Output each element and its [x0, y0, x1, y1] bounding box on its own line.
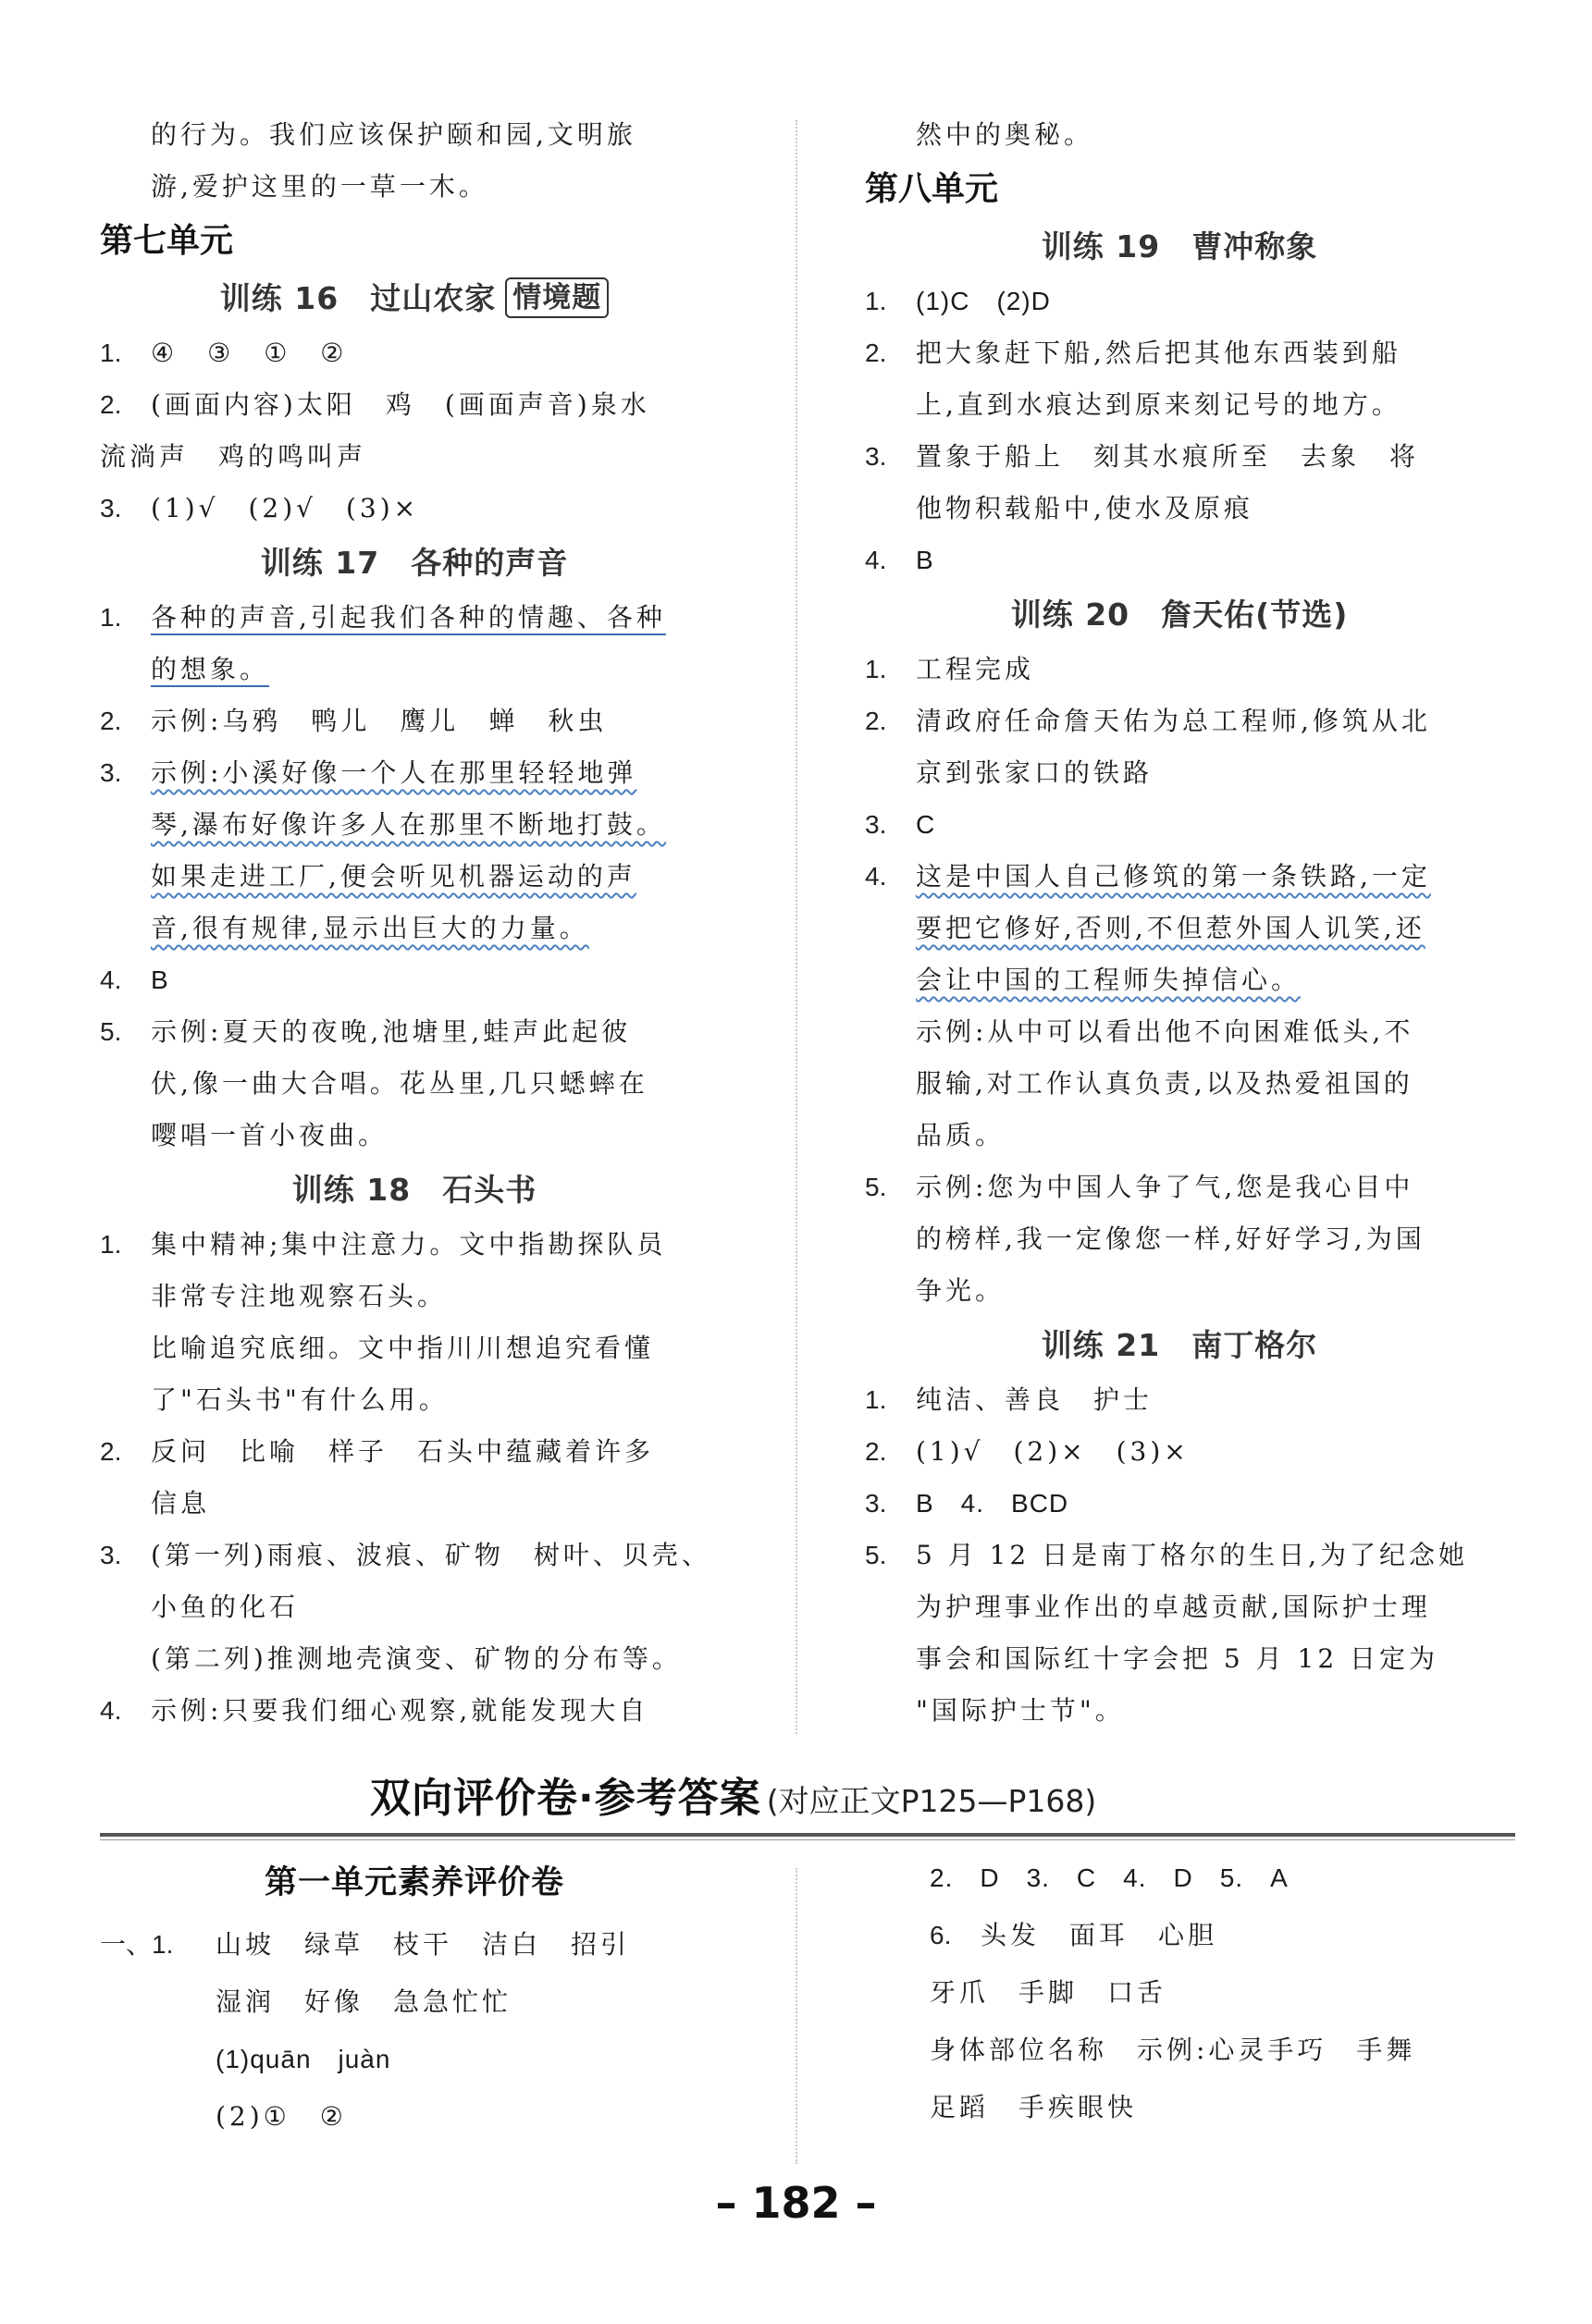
answer-item: 牙爪 手脚 口舌	[930, 1977, 1167, 2008]
answer-item: 2. 清政府任命詹天佑为总工程师,修筑从北	[865, 706, 1431, 736]
training-heading: 训练 17 各种的声音	[260, 545, 569, 581]
answer-item: 一、1. 山坡 绿草 枝干 洁白 招引	[100, 1929, 631, 1960]
answer-item: (2)① ②	[216, 2101, 347, 2132]
wavy-underlined-text: 这是中国人自己修筑的第一条铁路,一定	[916, 861, 1431, 891]
answer-item: 1. 工程完成	[865, 654, 1035, 684]
scenario-tag: 情境题	[505, 277, 609, 318]
answer-item: 1. 集中精神;集中注意力。文中指勘探队员	[100, 1229, 667, 1260]
answer-item	[100, 903, 729, 954]
answer-item: 4. B	[865, 546, 934, 574]
answer-item: 事会和国际红十字会把 5 月 12 日定为	[916, 1643, 1439, 1674]
unit-heading: 第七单元	[100, 222, 234, 260]
answer-item: 1. 纯洁、善良 护士	[865, 1384, 1154, 1415]
answer-item: 1. 各种的声音,引起我们各种的情趣、各种	[100, 602, 666, 633]
answer-item: 了"石头书"有什么用。	[151, 1384, 449, 1415]
answer-item	[100, 799, 729, 851]
test-heading: 第一单元素养评价卷	[264, 1864, 564, 1901]
wavy-underlined-text: 如果走进工厂,便会听见机器运动的声	[151, 861, 636, 891]
training-title: 训练 16 过山农家	[219, 280, 497, 316]
training-heading: 训练 20 詹天佑(节选)	[1010, 596, 1349, 633]
answer-item: 流淌声 鸡的鸣叫声	[100, 441, 367, 472]
answer-item: 5. 示例:您为中国人争了气,您是我心目中	[865, 1172, 1414, 1202]
answer-item: 2. D 3. C 4. D 5. A	[930, 1863, 1289, 1892]
training-heading	[100, 270, 729, 327]
answer-item: 身体部位名称 示例:心灵手巧 手舞	[930, 2035, 1416, 2065]
answer-item: 小鱼的化石	[151, 1592, 300, 1622]
answer-item: 伏,像一曲大合唱。花丛里,几只蟋蟀在	[151, 1068, 648, 1099]
training-heading: 训练 18 石头书	[291, 1172, 537, 1208]
answer-item: 比喻追究底细。文中指川川想追究看懂	[151, 1333, 655, 1363]
column-divider	[796, 1868, 797, 2164]
answer-item: 京到张家口的铁路	[916, 757, 1154, 788]
answer-item: 2. 把大象赶下船,然后把其他东西装到船	[865, 338, 1401, 368]
answer-item: 2. 反问 比喻 样子 石头中蕴藏着许多	[100, 1436, 655, 1467]
wavy-underlined-text: 要把它修好,否则,不但惹外国人讥笑,还	[916, 913, 1425, 943]
answer-item: (1)quān juàn	[216, 2045, 391, 2073]
answer-item	[865, 903, 1494, 954]
section-rule	[100, 1833, 1515, 1837]
wavy-underlined-text: 琴,瀑布好像许多人在那里不断地打鼓。	[151, 809, 666, 840]
answer-text: 的行为。我们应该保护颐和园,文明旅	[151, 119, 636, 150]
answer-item: 3. 示例:小溪好像一个人在那里轻轻地弹	[100, 757, 637, 788]
underlined-text: 的想象。	[151, 654, 270, 684]
answer-item: 1. (1)C (2)D	[865, 287, 1051, 315]
left-column	[100, 109, 729, 1737]
answer-item	[100, 851, 729, 903]
section-title-text: 双向评价卷·参考答案	[370, 1775, 761, 1822]
answer-item: 3. (第一列)雨痕、波痕、矿物 树叶、贝壳、	[100, 1540, 711, 1570]
column-divider	[796, 120, 797, 1734]
wavy-underlined-text: 示例:小溪好像一个人在那里轻轻地弹	[151, 757, 637, 788]
section-title	[370, 1765, 1295, 1824]
answer-item: 6. 头发 面耳 心胆	[930, 1920, 1218, 1950]
answer-item: 1. ④ ③ ① ②	[100, 338, 348, 368]
answer-item: 2. 示例:乌鸦 鸭儿 鹰儿 蝉 秋虫	[100, 706, 608, 736]
lower-right-column	[930, 1850, 1494, 2136]
section-rule-thin	[100, 1839, 1515, 1840]
answer-item	[100, 644, 729, 695]
answer-item: 3. B 4. BCD	[865, 1489, 1069, 1518]
answer-item: 他物积载船中,使水及原痕	[916, 493, 1253, 523]
answer-item: 3. (1)√ (2)√ (3)×	[100, 493, 420, 523]
answer-item: "国际护士节"。	[916, 1695, 1125, 1726]
answer-item: 4. 示例:只要我们细心观察,就能发现大自	[100, 1695, 649, 1726]
answer-item: 2. (画面内容)太阳 鸡 (画面声音)泉水	[100, 389, 650, 420]
page-number: – 182 –	[715, 2178, 877, 2228]
answer-item: 足蹈 手疾眼快	[930, 2092, 1138, 2122]
answer-text: 游,爱护这里的一草一木。	[151, 171, 488, 202]
right-column	[865, 109, 1494, 1737]
training-heading: 训练 19 曹冲称象	[1041, 228, 1318, 264]
answer-item: 湿润 好像 急急忙忙	[216, 1986, 512, 2017]
answer-item: 品质。	[916, 1120, 1006, 1150]
answer-item: (第二列)推测地壳演变、矿物的分布等。	[151, 1643, 682, 1674]
answer-item: 4. 这是中国人自己修筑的第一条铁路,一定	[865, 861, 1431, 891]
answer-item: 3. C	[865, 810, 936, 839]
answer-item: 示例:从中可以看出他不向困难低头,不	[916, 1016, 1414, 1047]
answer-item: 2. (1)√ (2)× (3)×	[865, 1436, 1190, 1467]
wavy-underlined-text: 会让中国的工程师失掉信心。	[916, 965, 1302, 995]
answer-item: 嘤唱一首小夜曲。	[151, 1120, 389, 1150]
answer-item: 的榜样,我一定像您一样,好好学习,为国	[916, 1223, 1425, 1254]
answer-item: 服输,对工作认真负责,以及热爱祖国的	[916, 1068, 1413, 1099]
lower-left-column	[100, 1850, 729, 2146]
unit-heading: 第八单元	[865, 170, 999, 208]
underlined-text: 各种的声音,引起我们各种的情趣、各种	[151, 602, 666, 633]
answer-item: 5. 示例:夏天的夜晚,池塘里,蛙声此起彼	[100, 1016, 632, 1047]
answer-item: 3. 置象于船上 刻其水痕所至 去象 将	[865, 441, 1420, 472]
answer-item: 争光。	[916, 1275, 1006, 1306]
wavy-underlined-text: 音,很有规律,显示出巨大的力量。	[151, 913, 589, 943]
answer-item: 上,直到水痕达到原来刻记号的地方。	[916, 389, 1401, 420]
answer-text: 然中的奥秘。	[916, 119, 1094, 150]
answer-item: 4. B	[100, 965, 169, 994]
answer-item: 5. 5 月 12 日是南丁格尔的生日,为了纪念她	[865, 1540, 1469, 1570]
training-heading: 训练 21 南丁格尔	[1041, 1327, 1318, 1363]
answer-item	[865, 954, 1494, 1006]
answer-item: 为护理事业作出的卓越贡献,国际护士理	[916, 1592, 1431, 1622]
answer-item: 信息	[151, 1488, 211, 1519]
section-subtitle: (对应正文P125—P168)	[766, 1783, 1097, 1819]
answer-item: 非常专注地观察石头。	[151, 1281, 448, 1311]
